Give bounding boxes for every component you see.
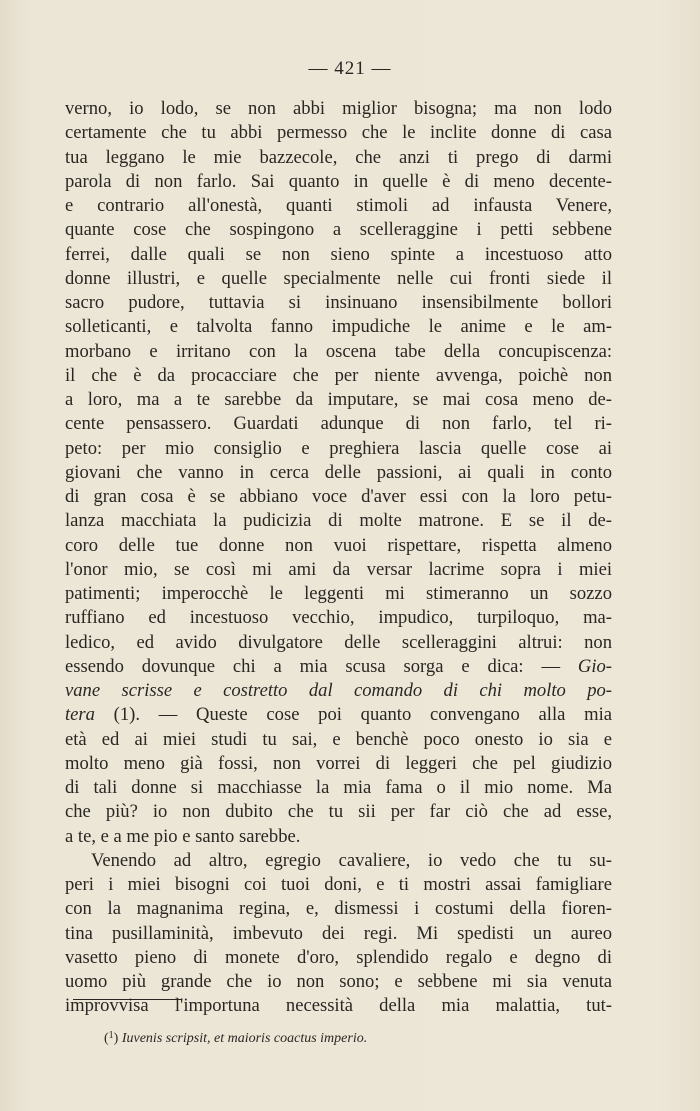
line-text: giovani che vanno in cerca delle passioni, ai quali in conto: [65, 461, 612, 483]
footnote-text: Iuvenis scripsit, et maioris coactus imperio.: [121, 1031, 368, 1046]
line-text: peto: per mio consiglio e preghiera lascia quelle cose ai: [65, 437, 612, 459]
text-line: [65, 582, 612, 606]
line-text: coro delle tue donne non vuoi rispettare, rispetta almeno: [65, 534, 612, 556]
text-line: [65, 679, 612, 703]
text-line: [65, 170, 612, 194]
text-line: [65, 388, 612, 412]
text-line: [65, 461, 612, 485]
text-line: [65, 509, 612, 533]
text-line: [65, 922, 612, 946]
line-text: ledico, ed avido divulgatore delle scelleraggini altrui: non: [65, 631, 612, 653]
line-text: vasetto pieno di monete d'oro, splendido regalo e degno di: [65, 946, 612, 968]
line-text: quante cose che sospingono a scelleraggine i petti sebbene: [65, 219, 612, 241]
line-text: ruffiano ed incestuoso vecchio, impudico, turpiloquo, ma-: [65, 607, 612, 629]
text-line: [65, 800, 612, 824]
text-line: [65, 534, 612, 558]
text-line: [65, 218, 612, 242]
line-text: il che è da procacciare che per niente avvenga, poichè non: [65, 364, 612, 386]
text-line: [65, 776, 612, 800]
text-line: [65, 412, 612, 436]
text-line: [65, 606, 612, 630]
line-text: Venendo ad altro, egregio cavaliere, io vedo che tu su-: [91, 849, 612, 871]
line-text: donne illustri, e quelle specialmente nelle cui fronti siede il: [65, 267, 612, 289]
line-text: molto meno già fossi, non vorrei di leggeri che pel giudizio: [65, 752, 612, 774]
line-text: morbano e irritano con la oscena tabe della concupiscenza:: [65, 340, 612, 362]
text-line: [65, 970, 612, 994]
line-text: cente pensassero. Guardati adunque di non farlo, tel ri-: [65, 413, 612, 435]
line-text: uomo più grande che io non sono; e sebbene mi sia venuta: [65, 971, 612, 992]
text-line: [65, 946, 612, 970]
line-text: (1). — Queste cose poi quanto convengano alla mia: [94, 704, 612, 726]
line-text: parola di non farlo. Sai quanto in quelle è di meno decente-: [65, 170, 612, 192]
line-text: peri i miei bisogni coi tuoi doni, e ti mostri assai famigliare: [65, 874, 612, 895]
text-line: [65, 437, 612, 461]
body-text: [65, 97, 612, 1019]
text-line: [65, 315, 612, 339]
text-line: [65, 364, 612, 388]
text-line: [65, 291, 612, 315]
footnote-close-paren: ): [113, 1031, 119, 1046]
line-text: tua leggano le mie bazzecole, che anzi ti prego di darmi: [65, 146, 612, 168]
text-line: [65, 994, 612, 1018]
line-text: verno, io lodo, se non abbi miglior bisogna; ma non lodo: [65, 98, 612, 119]
text-line: [65, 825, 612, 849]
page-number: — 421 —: [308, 58, 392, 79]
line-text: età ed ai miei studi tu sai, e benchè poco onesto io sia e: [65, 728, 612, 750]
text-line: [65, 703, 612, 727]
line-text: improvvisa l'importuna necessità della mia malattia, tut-: [65, 995, 612, 1017]
text-line: [65, 340, 612, 364]
footnote-open-paren: (: [104, 1031, 109, 1046]
line-text: lanza macchiata la pudicizia di molte matrone. E se il de-: [65, 510, 612, 532]
line-text: a loro, ma a te sarebbe da imputare, se mai cosa meno de-: [65, 389, 612, 410]
italic-text: vane scrisse e costretto dal comando di chi molto po-: [65, 680, 612, 701]
text-line: [65, 97, 612, 121]
text-line: [65, 146, 612, 170]
italic-text: tera: [65, 704, 95, 726]
text-line: [65, 849, 612, 873]
line-text: certamente che tu abbi permesso che le inclite donne di casa: [65, 122, 612, 144]
footnote: [104, 1030, 367, 1047]
text-line: [65, 558, 612, 582]
italic-text: Gio-: [577, 655, 612, 677]
text-line: [65, 485, 612, 509]
text-line: [65, 631, 612, 655]
line-text: solleticanti, e talvolta fanno impudiche le anime e le am-: [65, 316, 612, 338]
text-line: [65, 897, 612, 921]
line-text: a te, e a me pio e santo sarebbe.: [65, 825, 301, 847]
line-text: e contrario all'onestà, quanti stimoli ad infausta Venere,: [65, 195, 612, 216]
line-text: di gran cosa è se abbiano voce d'aver essi con la loro petu-: [65, 486, 612, 507]
line-text: tina pusillaminità, imbevuto dei regi. Mi spedisti un aureo: [65, 922, 612, 944]
line-text: patimenti; imperocchè le leggenti mi stimeranno un sozzo: [65, 583, 612, 604]
line-text: ferrei, dalle quali se non sieno spinte a incestuoso atto: [65, 243, 612, 265]
footnote-marker: 1: [108, 1030, 114, 1041]
footnote-rule: [73, 999, 181, 1000]
text-line: [65, 752, 612, 776]
line-text: essendo dovunque chi a mia scusa sorga e dica: —: [65, 655, 578, 677]
line-text: di tali donne si macchiasse la mia fama o il mio nome. Ma: [65, 777, 612, 798]
line-text: l'onor mio, se così mi ami da versar lacrime sopra i miei: [65, 558, 612, 580]
text-line: [65, 728, 612, 752]
text-line: [65, 267, 612, 291]
text-line: [65, 121, 612, 145]
text-line: [65, 194, 612, 218]
text-line: [65, 873, 612, 897]
line-text: sacro pudore, tuttavia si insinuano insensibilmente bollori: [65, 292, 612, 313]
text-line: [65, 243, 612, 267]
line-text: che più? io non dubito che tu sii per far ciò che ad esse,: [65, 801, 612, 823]
line-text: con la magnanima regina, e, dismessi i costumi della fioren-: [65, 898, 612, 920]
text-line: [65, 655, 612, 679]
